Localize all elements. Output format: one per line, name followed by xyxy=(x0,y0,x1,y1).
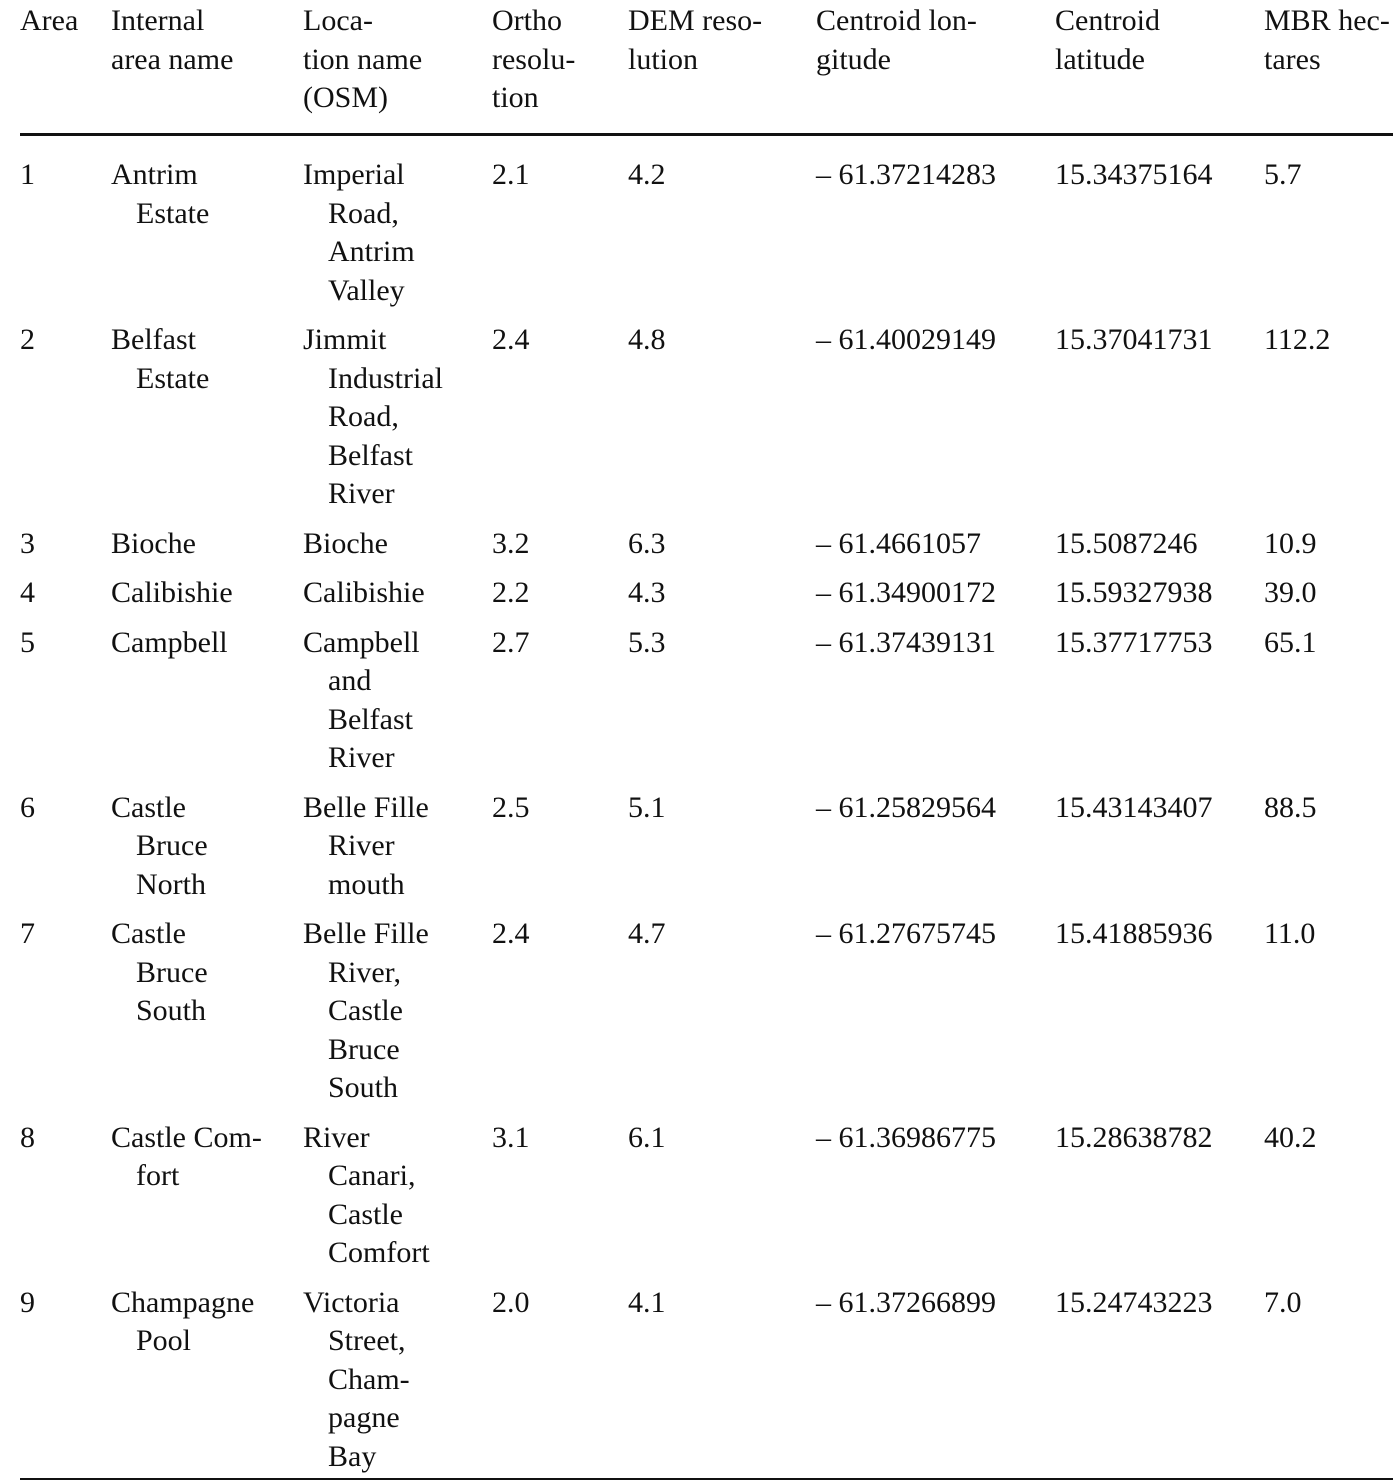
column-header-internal_name-line: Internal xyxy=(111,4,205,37)
cell-location-line: Jimmit xyxy=(303,323,387,356)
cell-location xyxy=(303,574,425,613)
cell-ortho xyxy=(492,1119,530,1158)
cell-dem xyxy=(628,915,666,954)
cell-lon-line: – 61.25829564 xyxy=(816,790,996,824)
cell-lat xyxy=(1055,574,1213,613)
cell-location-line: Bruce xyxy=(328,1032,400,1066)
table-row xyxy=(0,156,1393,310)
cell-internal_name xyxy=(111,1119,262,1196)
cell-internal_name-line: South xyxy=(136,994,207,1027)
cell-lat xyxy=(1055,525,1198,564)
column-header-lat-line: Centroid xyxy=(1055,4,1160,37)
cell-lat-line: 15.43143407 xyxy=(1055,790,1213,824)
column-header-location xyxy=(303,2,422,118)
cell-lat xyxy=(1055,1284,1213,1323)
cell-area xyxy=(20,915,35,954)
table-row xyxy=(0,321,1393,514)
cell-lon xyxy=(816,525,981,564)
cell-internal_name-line: Campbell xyxy=(111,625,228,659)
column-header-internal_name-line: area name xyxy=(111,42,234,76)
cell-area xyxy=(20,1284,35,1323)
cell-area-line: 2 xyxy=(20,323,35,356)
cell-dem-line: 4.7 xyxy=(628,917,666,950)
cell-internal_name-line: Bioche xyxy=(111,526,196,560)
cell-location-line: Campbell xyxy=(303,625,420,659)
cell-lat xyxy=(1055,156,1213,195)
cell-ortho xyxy=(492,525,530,564)
cell-internal_name-line: Pool xyxy=(136,1324,192,1357)
table-row xyxy=(0,624,1393,778)
cell-dem xyxy=(628,789,666,828)
cell-area xyxy=(20,156,35,195)
cell-lon xyxy=(816,156,996,195)
cell-area xyxy=(20,789,35,828)
cell-ortho-line: 3.1 xyxy=(492,1120,530,1154)
cell-lon xyxy=(816,321,996,360)
cell-location-line: Castle xyxy=(328,1197,403,1231)
cell-lon xyxy=(816,624,996,663)
table-row xyxy=(0,1119,1393,1273)
cell-location xyxy=(303,321,443,514)
cell-mbr-line: 112.2 xyxy=(1264,323,1331,356)
cell-dem-line: 4.2 xyxy=(628,158,666,191)
table-row xyxy=(0,789,1393,905)
cell-mbr-line: 7.0 xyxy=(1264,1285,1302,1319)
cell-ortho-line: 2.2 xyxy=(492,576,530,609)
cell-location-line: Cham- xyxy=(328,1362,410,1396)
cell-lat-line: 15.41885936 xyxy=(1055,917,1213,950)
header-rule xyxy=(20,133,1393,136)
cell-dem xyxy=(628,574,666,613)
cell-location-line: South xyxy=(328,1071,399,1104)
column-header-mbr-line: MBR hec- xyxy=(1264,4,1390,37)
cell-lon-line: – 61.37214283 xyxy=(816,158,996,191)
cell-ortho-line: 2.0 xyxy=(492,1285,530,1319)
column-header-dem xyxy=(628,2,762,79)
cell-lat xyxy=(1055,321,1213,360)
cell-ortho xyxy=(492,624,530,663)
table-row xyxy=(0,915,1393,1108)
cell-dem xyxy=(628,1119,666,1158)
cell-lat-line: 15.37041731 xyxy=(1055,323,1213,356)
cell-dem xyxy=(628,156,666,195)
cell-dem-line: 6.3 xyxy=(628,526,666,560)
cell-lat xyxy=(1055,915,1213,954)
column-header-dem-line: DEM reso- xyxy=(628,4,763,37)
cell-dem xyxy=(628,624,666,663)
cell-location-line: River, xyxy=(328,955,401,989)
cell-location-line: Road, xyxy=(328,196,399,230)
cell-mbr xyxy=(1264,156,1302,195)
cell-lat xyxy=(1055,789,1213,828)
cell-internal_name xyxy=(111,624,228,663)
cell-dem-line: 4.8 xyxy=(628,323,666,356)
column-header-lon-line: Centroid lon- xyxy=(816,4,977,37)
cell-dem-line: 5.1 xyxy=(628,790,666,824)
cell-internal_name xyxy=(111,574,233,613)
column-header-location-line: tion name xyxy=(303,42,423,76)
cell-area-line: 5 xyxy=(20,625,35,659)
column-header-area-line: Area xyxy=(20,4,79,37)
cell-location-line: Comfort xyxy=(328,1236,430,1269)
cell-location-line: River xyxy=(328,829,395,862)
bottom-rule xyxy=(20,1478,1393,1480)
cell-internal_name-line: Castle Com- xyxy=(111,1120,262,1154)
cell-location-line: Road, xyxy=(328,400,399,433)
cell-mbr xyxy=(1264,624,1317,663)
column-header-area xyxy=(20,2,78,41)
table-row xyxy=(0,1284,1393,1477)
cell-internal_name-line: Castle xyxy=(111,917,186,950)
cell-area xyxy=(20,321,35,360)
cell-mbr xyxy=(1264,1284,1302,1323)
cell-lat-line: 15.37717753 xyxy=(1055,625,1213,659)
cell-location xyxy=(303,156,415,310)
cell-internal_name-line: Estate xyxy=(136,361,210,395)
cell-mbr xyxy=(1264,915,1315,954)
cell-internal_name-line: Antrim xyxy=(111,158,198,191)
cell-location-line: River xyxy=(328,741,395,774)
cell-dem-line: 5.3 xyxy=(628,625,666,659)
cell-mbr xyxy=(1264,525,1317,564)
cell-location-line: and xyxy=(328,664,372,697)
cell-area-line: 8 xyxy=(20,1120,35,1154)
cell-dem-line: 4.1 xyxy=(628,1285,666,1319)
cell-dem xyxy=(628,321,666,360)
cell-ortho-line: 2.7 xyxy=(492,625,530,659)
cell-internal_name-line: Bruce xyxy=(136,829,208,862)
cell-lon-line: – 61.4661057 xyxy=(816,526,981,560)
cell-location xyxy=(303,1284,410,1477)
cell-mbr-line: 39.0 xyxy=(1264,576,1317,609)
cell-location-line: Belle Fille xyxy=(303,790,429,824)
cell-lon xyxy=(816,1119,996,1158)
cell-lon-line: – 61.37266899 xyxy=(816,1285,996,1319)
cell-location-line: Belfast xyxy=(328,438,413,472)
cell-internal_name xyxy=(111,1284,254,1361)
cell-area xyxy=(20,1119,35,1158)
cell-lat-line: 15.28638782 xyxy=(1055,1120,1213,1154)
cell-mbr xyxy=(1264,1119,1317,1158)
cell-ortho-line: 3.2 xyxy=(492,526,530,560)
cell-internal_name-line: Calibishie xyxy=(111,576,233,609)
cell-lon-line: – 61.27675745 xyxy=(816,917,996,950)
cell-lon-line: – 61.40029149 xyxy=(816,323,996,356)
cell-location-line: Antrim xyxy=(328,235,415,268)
cell-mbr-line: 40.2 xyxy=(1264,1120,1317,1154)
cell-lon xyxy=(816,1284,996,1323)
cell-location-line: River xyxy=(328,477,395,510)
cell-ortho-line: 2.5 xyxy=(492,790,530,824)
cell-location-line: River xyxy=(303,1120,370,1154)
cell-lat xyxy=(1055,624,1213,663)
cell-location-line: Imperial xyxy=(303,158,405,191)
cell-ortho xyxy=(492,321,530,360)
cell-lat-line: 15.34375164 xyxy=(1055,158,1213,191)
column-header-ortho-line: tion xyxy=(492,81,539,114)
cell-location xyxy=(303,915,429,1108)
cell-lon xyxy=(816,574,996,613)
cell-lat-line: 15.59327938 xyxy=(1055,576,1213,609)
cell-lon xyxy=(816,915,996,954)
cell-location-line: Industrial xyxy=(328,361,443,395)
cell-mbr-line: 10.9 xyxy=(1264,526,1317,560)
cell-location xyxy=(303,525,388,564)
cell-ortho-line: 2.1 xyxy=(492,158,530,191)
cell-area-line: 1 xyxy=(20,158,35,191)
cell-area-line: 9 xyxy=(20,1285,35,1319)
cell-lat-line: 15.5087246 xyxy=(1055,526,1198,560)
cell-location-line: Calibishie xyxy=(303,576,425,609)
cell-lat xyxy=(1055,1119,1213,1158)
cell-mbr-line: 88.5 xyxy=(1264,790,1317,824)
cell-internal_name xyxy=(111,321,209,398)
cell-internal_name-line: Champagne xyxy=(111,1285,255,1319)
cell-mbr-line: 5.7 xyxy=(1264,158,1302,191)
cell-ortho xyxy=(492,156,530,195)
cell-ortho-line: 2.4 xyxy=(492,323,530,356)
cell-dem-line: 4.3 xyxy=(628,576,666,609)
cell-area-line: 6 xyxy=(20,790,35,824)
cell-location-line: Canari, xyxy=(328,1159,416,1192)
cell-area xyxy=(20,574,35,613)
cell-area xyxy=(20,525,35,564)
cell-lon xyxy=(816,789,996,828)
cell-location-line: Bay xyxy=(328,1439,377,1473)
cell-mbr-line: 65.1 xyxy=(1264,625,1317,659)
cell-location-line: pagne xyxy=(328,1401,400,1434)
cell-internal_name-line: North xyxy=(136,867,206,901)
cell-internal_name xyxy=(111,915,208,1031)
table-row xyxy=(0,574,1393,613)
column-header-mbr xyxy=(1264,2,1390,79)
column-header-ortho-line: resolu- xyxy=(492,42,576,76)
cell-area-line: 3 xyxy=(20,526,35,560)
cell-location-line: Bioche xyxy=(303,526,388,560)
cell-internal_name xyxy=(111,789,208,905)
cell-ortho-line: 2.4 xyxy=(492,917,530,950)
cell-mbr xyxy=(1264,574,1317,613)
cell-ortho xyxy=(492,1284,530,1323)
column-header-ortho xyxy=(492,2,575,118)
cell-location-line: Victoria xyxy=(303,1285,400,1319)
cell-location-line: Street, xyxy=(328,1324,406,1357)
column-header-location-line: Loca- xyxy=(303,4,373,37)
column-header-lat-line: latitude xyxy=(1055,42,1145,76)
cell-internal_name xyxy=(111,525,196,564)
cell-area xyxy=(20,624,35,663)
cell-area-line: 4 xyxy=(20,576,35,609)
cell-ortho xyxy=(492,789,530,828)
column-header-lat xyxy=(1055,2,1160,79)
table-header-row xyxy=(0,2,1393,134)
cell-lon-line: – 61.37439131 xyxy=(816,625,996,659)
cell-location-line: mouth xyxy=(328,867,405,901)
cell-dem-line: 6.1 xyxy=(628,1120,666,1154)
cell-mbr xyxy=(1264,789,1317,828)
cell-lon-line: – 61.36986775 xyxy=(816,1120,996,1154)
cell-lon-line: – 61.34900172 xyxy=(816,576,996,609)
cell-internal_name-line: Bruce xyxy=(136,955,208,989)
cell-ortho xyxy=(492,574,530,613)
cell-location xyxy=(303,789,429,905)
column-header-internal_name xyxy=(111,2,233,79)
cell-dem xyxy=(628,525,666,564)
column-header-dem-line: lution xyxy=(628,42,699,76)
cell-mbr xyxy=(1264,321,1330,360)
cell-internal_name xyxy=(111,156,209,233)
cell-internal_name-line: Belfast xyxy=(111,323,196,356)
column-header-lon-line: gitude xyxy=(816,42,891,76)
cell-dem xyxy=(628,1284,666,1323)
cell-location-line: Belfast xyxy=(328,702,413,736)
cell-ortho xyxy=(492,915,530,954)
cell-internal_name-line: Estate xyxy=(136,196,210,230)
cell-lat-line: 15.24743223 xyxy=(1055,1285,1213,1319)
cell-area-line: 7 xyxy=(20,917,35,950)
table-row xyxy=(0,525,1393,564)
column-header-location-line: (OSM) xyxy=(303,81,389,114)
column-header-mbr-line: tares xyxy=(1264,42,1321,76)
cell-location-line: Valley xyxy=(328,273,405,307)
cell-location-line: Castle xyxy=(328,994,403,1027)
cell-location xyxy=(303,624,420,778)
cell-mbr-line: 11.0 xyxy=(1264,917,1316,950)
column-header-ortho-line: Ortho xyxy=(492,4,562,37)
cell-location xyxy=(303,1119,430,1273)
cell-internal_name-line: Castle xyxy=(111,790,186,824)
cell-location-line: Belle Fille xyxy=(303,917,429,950)
cell-internal_name-line: fort xyxy=(136,1159,180,1192)
column-header-lon xyxy=(816,2,977,79)
